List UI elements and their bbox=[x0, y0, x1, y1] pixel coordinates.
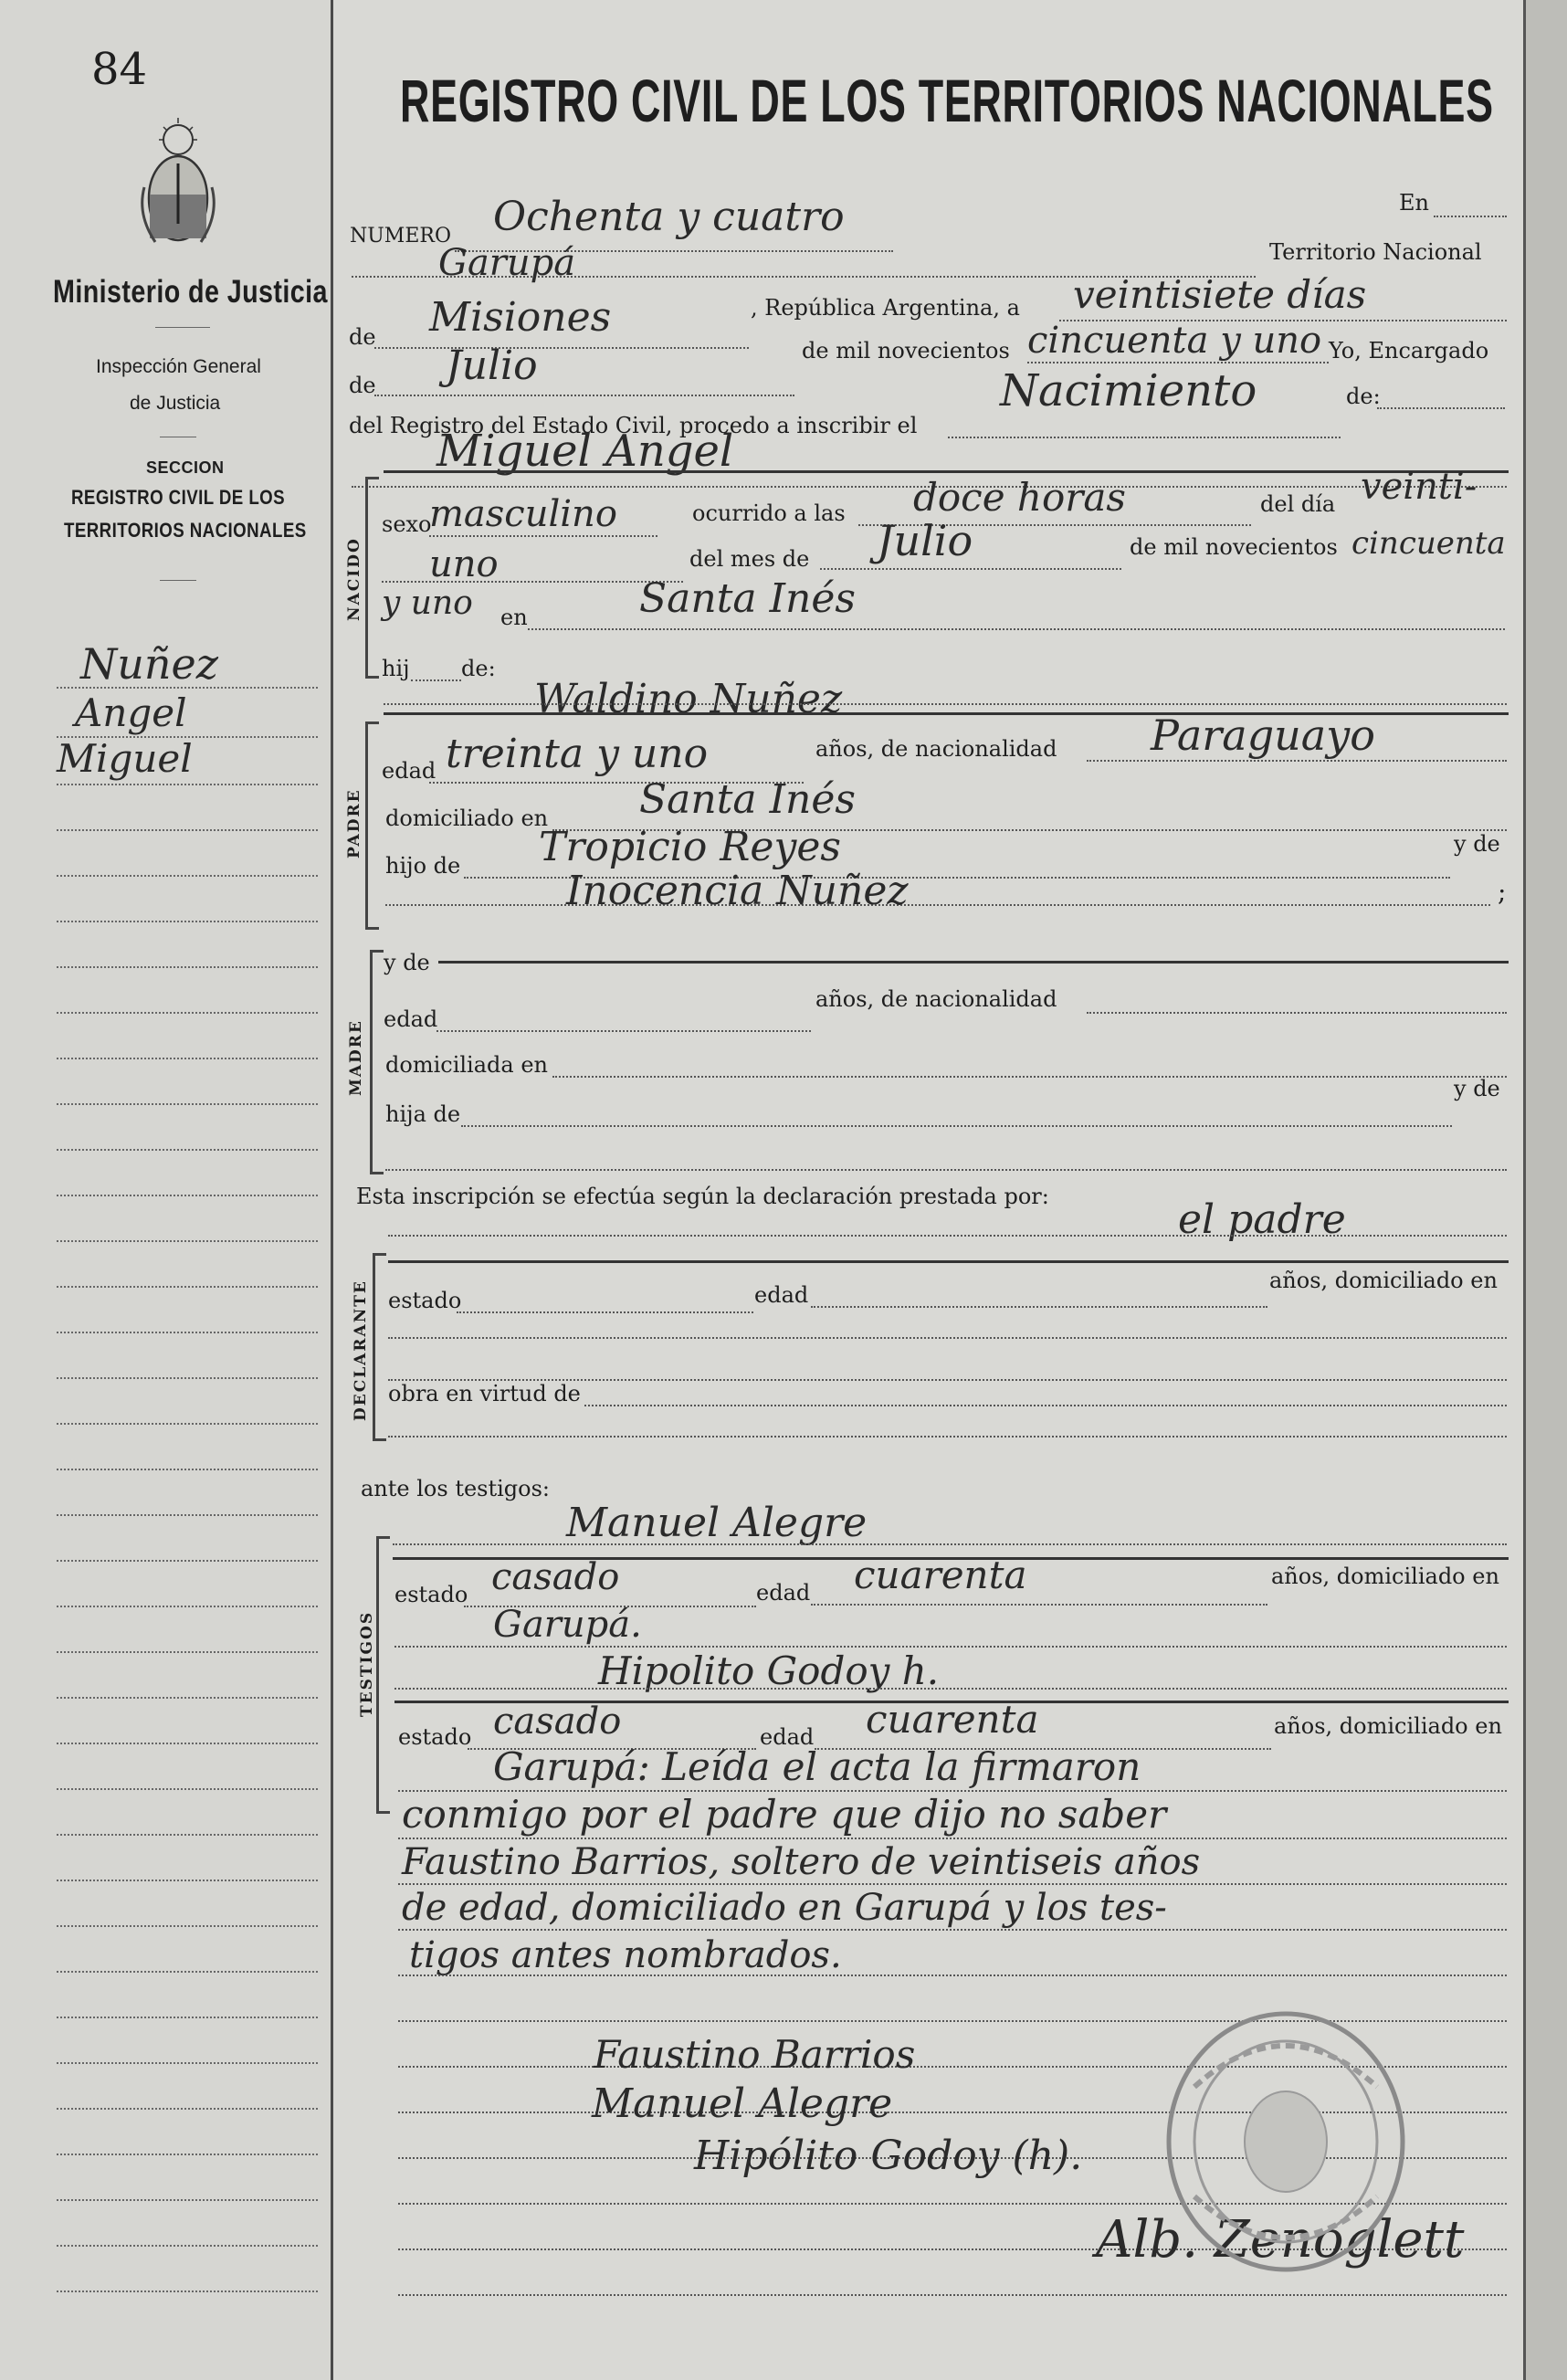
argentine-coat-of-arms-icon bbox=[137, 114, 219, 251]
padre-semicolon: ; bbox=[1498, 877, 1507, 907]
padre-nacionalidad: Paraguayo bbox=[1151, 711, 1375, 760]
dia-value: veinti- bbox=[1361, 466, 1478, 508]
declarante-intro: Esta inscripción se efectúa según la declaración prestada por: bbox=[356, 1184, 1049, 1209]
padre-yde-label: y de bbox=[1454, 831, 1500, 857]
madre-hija-label: hija de bbox=[385, 1101, 461, 1127]
ministry-name: Ministerio de Justicia bbox=[53, 274, 328, 310]
territory-value: Misiones bbox=[429, 294, 612, 341]
padre-madre-value: Inocencia Nuñez bbox=[566, 868, 909, 914]
hij-de-label: de: bbox=[461, 656, 496, 681]
numero-label: NUMERO bbox=[350, 225, 451, 247]
padre-side-label: PADRE bbox=[345, 788, 363, 858]
testigo-1-edad: cuarenta bbox=[854, 1553, 1027, 1597]
padre-edad-label: edad bbox=[382, 758, 436, 784]
signature-faustino: Faustino Barrios bbox=[594, 2032, 916, 2077]
document-title: REGISTRO CIVIL DE LOS TERRITORIOS NACIONALES bbox=[400, 67, 1494, 134]
testigo-1-name: Manuel Alegre bbox=[566, 1500, 868, 1546]
dia-label: del día bbox=[1260, 491, 1336, 517]
de3-label: de: bbox=[1346, 384, 1381, 409]
padre-nombre: Waldino Nuñez bbox=[534, 676, 843, 722]
padre-hijo-value: Tropicio Reyes bbox=[539, 824, 841, 870]
yo-label: Yo, Encargado bbox=[1329, 338, 1489, 363]
registro-label: del Registro del Estado Civil, procedo a inscribir el bbox=[349, 413, 918, 438]
margin-surname: Nuñez bbox=[80, 639, 218, 689]
margin-column bbox=[0, 0, 333, 2380]
padre-anios-label: años, de nacionalidad bbox=[815, 736, 1057, 762]
nacido-side-label: NACIDO bbox=[345, 537, 363, 621]
testigo-2-domicilio-text: Garupá: Leída el acta la firmaron bbox=[493, 1744, 1141, 1789]
closing-line-4: de edad, domiciliado en Garupá y los tes- bbox=[402, 1887, 1167, 1929]
testigo-1-estado-label: estado bbox=[394, 1582, 468, 1607]
declarante-anios-label: años, domiciliado en bbox=[1269, 1268, 1498, 1293]
madre-domicilio-label: domiciliada en bbox=[385, 1052, 548, 1078]
lugar-value: Santa Inés bbox=[639, 575, 856, 622]
sexo-value: masculino bbox=[429, 493, 617, 535]
dia-value-2: uno bbox=[429, 543, 499, 585]
mes-label: del mes de bbox=[689, 546, 810, 572]
testigo-2-estado-label: estado bbox=[398, 1724, 472, 1750]
testigo-1-anios-label: años, domiciliado en bbox=[1271, 1564, 1499, 1589]
anio-value: cincuenta bbox=[1351, 525, 1506, 562]
madre-yde2-label: y de bbox=[1454, 1076, 1500, 1101]
sexo-label: sexo bbox=[382, 511, 432, 537]
section-line-2: REGISTRO CIVIL DE LOS bbox=[71, 486, 286, 509]
testigo-1-edad-label: edad bbox=[756, 1580, 811, 1606]
signature-manuel: Manuel Alegre bbox=[592, 2080, 893, 2127]
margin-name-1: Miguel bbox=[57, 736, 193, 781]
testigo-2-edad: cuarenta bbox=[866, 1697, 1039, 1742]
testigo-1-domicilio: Garupá. bbox=[493, 1604, 642, 1646]
de2-label: de bbox=[349, 373, 376, 398]
declarante-side-label: DECLARANTE bbox=[352, 1280, 370, 1421]
testigo-1-estado: casado bbox=[491, 1556, 620, 1598]
closing-line-3: Faustino Barrios, soltero de veintiseis años bbox=[402, 1841, 1201, 1883]
declarante-obra-label: obra en virtud de bbox=[388, 1381, 581, 1406]
page-number: 84 bbox=[91, 44, 148, 95]
ocurrido-label: ocurrido a las bbox=[692, 500, 846, 526]
nacido-en-label: en bbox=[500, 605, 528, 630]
numero-value: Ochenta y cuatro bbox=[493, 194, 845, 240]
year-value: cincuenta y uno bbox=[1027, 320, 1322, 362]
inspection-line-2: de Justicia bbox=[130, 393, 221, 414]
section-line-1: SECCION bbox=[146, 458, 225, 477]
testigo-2-name: Hipolito Godoy h. bbox=[598, 1648, 940, 1693]
closing-line-5: tigos antes nombrados. bbox=[409, 1934, 842, 1976]
padre-edad-value: treinta y uno bbox=[446, 731, 709, 777]
declarante-edad-label: edad bbox=[754, 1282, 809, 1308]
testigos-intro: ante los testigos: bbox=[361, 1476, 551, 1501]
anio-value-2: y uno bbox=[382, 584, 473, 622]
declarante-estado-label: estado bbox=[388, 1288, 462, 1313]
padre-domicilio-value: Santa Inés bbox=[639, 776, 856, 823]
padre-hijo-label: hijo de bbox=[385, 853, 461, 879]
testigo-2-estado: casado bbox=[493, 1701, 622, 1743]
month-value: Julio bbox=[446, 342, 538, 389]
registry-stamp-icon bbox=[1158, 2005, 1414, 2279]
hora-value: doce horas bbox=[913, 475, 1126, 520]
de-label: de bbox=[349, 324, 376, 350]
testigos-side-label: TESTIGOS bbox=[358, 1610, 376, 1717]
madre-yde-label: y de bbox=[384, 950, 430, 975]
closing-line-2: conmigo por el padre que dijo no saber bbox=[402, 1792, 1167, 1837]
declarante-value: el padre bbox=[1178, 1196, 1346, 1243]
mil-label: de mil novecientos bbox=[802, 338, 1010, 363]
territorio-label: Territorio Nacional bbox=[1269, 239, 1482, 265]
madre-anios-label: años, de nacionalidad bbox=[815, 986, 1057, 1012]
signature-encargado: Alb. Zenoglett bbox=[1096, 2210, 1465, 2269]
place-value: Garupá bbox=[438, 242, 576, 284]
margin-name-2: Angel bbox=[75, 690, 187, 735]
en-label: En bbox=[1399, 190, 1429, 216]
nacido-mil-label: de mil novecientos bbox=[1130, 534, 1338, 560]
hij-label: hij bbox=[382, 656, 410, 681]
testigo-2-anios-label: años, domiciliado en bbox=[1274, 1713, 1502, 1739]
signature-hipolito: Hipólito Godoy (h). bbox=[694, 2133, 1083, 2179]
republica-label: , República Argentina, a bbox=[751, 295, 1020, 321]
mes-value: Julio bbox=[877, 516, 973, 565]
day-value: veintisiete días bbox=[1073, 272, 1367, 317]
section-line-3: TERRITORIOS NACIONALES bbox=[64, 519, 307, 542]
madre-side-label: MADRE bbox=[347, 1019, 365, 1096]
madre-edad-label: edad bbox=[384, 1006, 438, 1032]
padre-domicilio-label: domiciliado en bbox=[385, 806, 549, 831]
inspection-line-1: Inspección General bbox=[96, 356, 261, 377]
page-edge bbox=[1523, 0, 1567, 2380]
testigo-2-edad-label: edad bbox=[760, 1724, 815, 1750]
child-name: Miguel Angel bbox=[436, 426, 734, 477]
act-value: Nacimiento bbox=[1000, 365, 1257, 416]
